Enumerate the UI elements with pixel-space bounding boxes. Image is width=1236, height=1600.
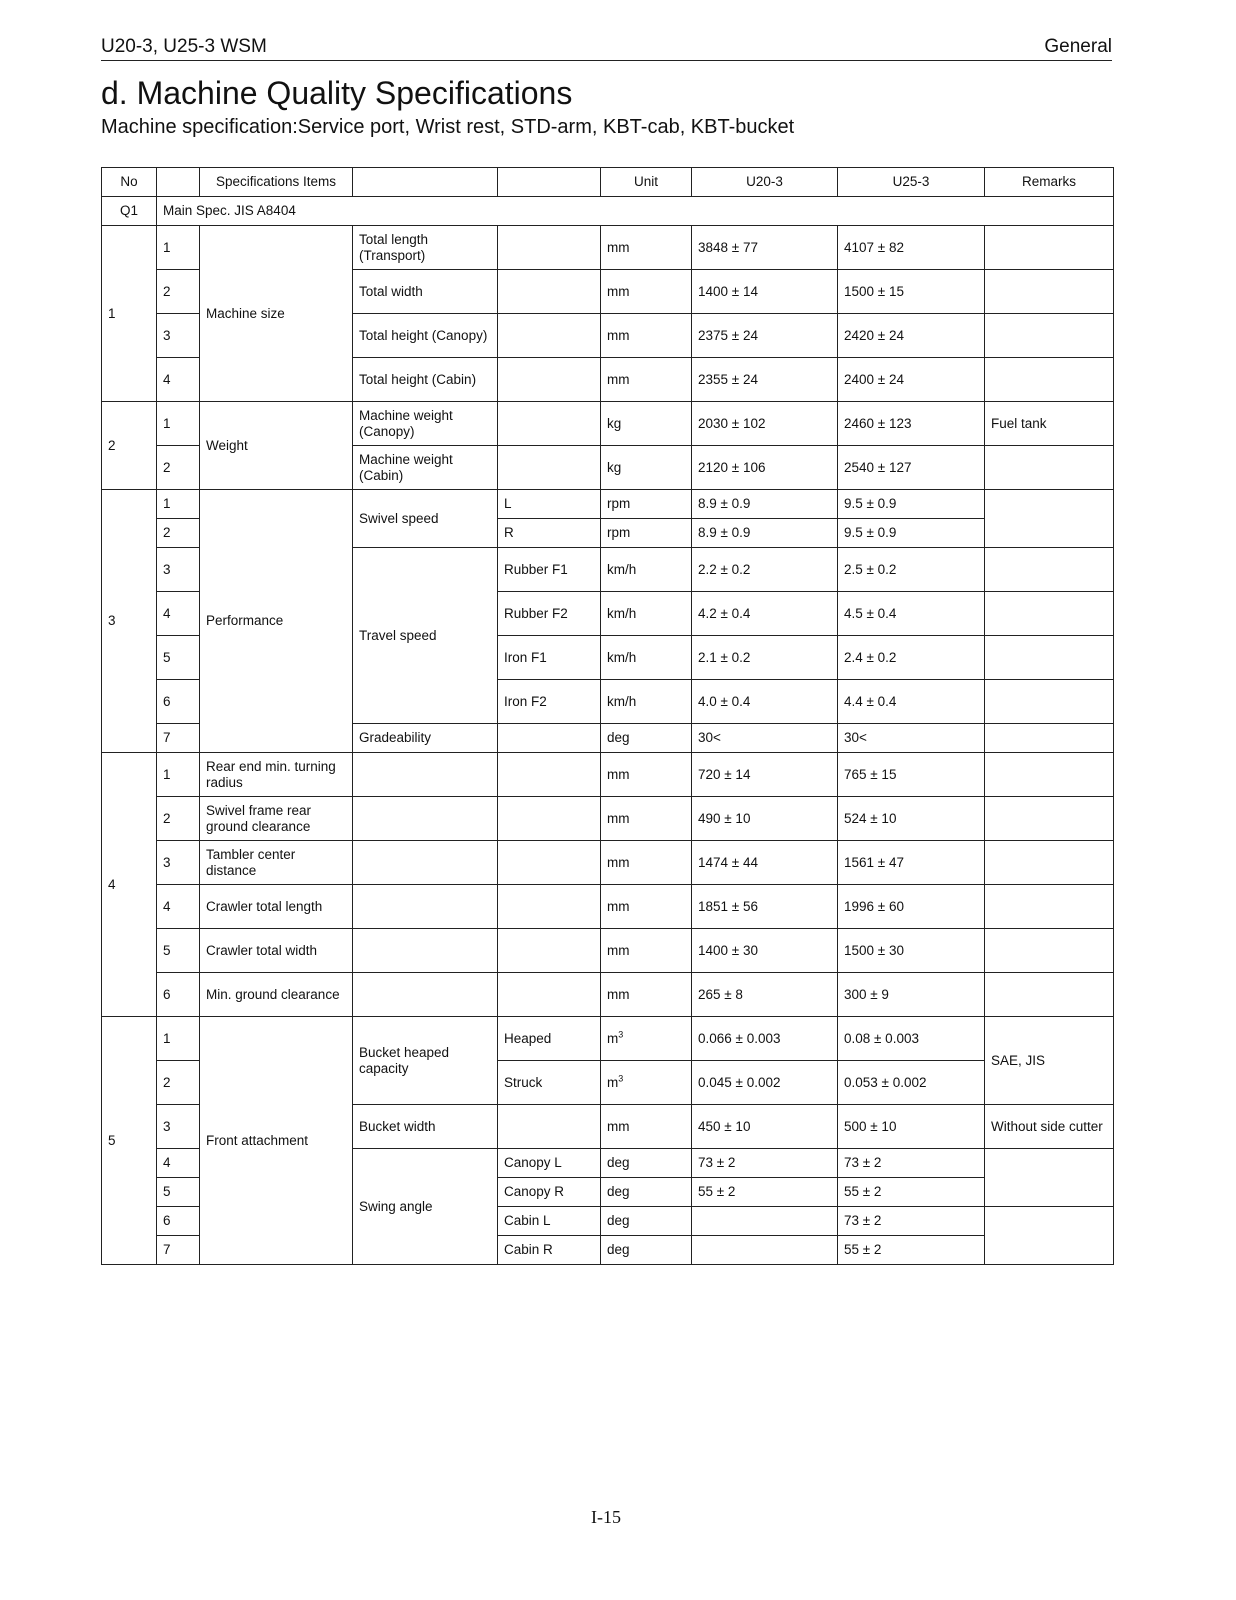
unit: kg	[601, 446, 692, 490]
detail: Canopy L	[498, 1149, 601, 1178]
sub-no: 1	[157, 226, 200, 270]
unit: $m^3$	[601, 1017, 692, 1061]
table-row	[102, 841, 1114, 885]
group-name: Weight	[200, 402, 353, 490]
u25-value: 55 ± 2	[838, 1236, 985, 1265]
sub-no: 6	[157, 680, 200, 724]
sub-no: 2	[157, 446, 200, 490]
u20-value: 2355 ± 24	[692, 358, 838, 402]
u25-value: 765 ± 15	[838, 753, 985, 797]
unit: km/h	[601, 592, 692, 636]
sub-no: 3	[157, 841, 200, 885]
u25-value: 0.08 ± 0.003	[838, 1017, 985, 1061]
header-u25: U25-3	[838, 168, 985, 197]
u20-value: 0.045 ± 0.002	[692, 1061, 838, 1105]
item-name: Swivel speed	[353, 490, 498, 548]
item-name: Travel speed	[353, 548, 498, 724]
header-no: No	[102, 168, 157, 197]
sub-no: 5	[157, 1178, 200, 1207]
item-name: Tambler center distance	[200, 841, 353, 885]
item-name: Total height (Canopy)	[353, 314, 498, 358]
u25-value: 524 ± 10	[838, 797, 985, 841]
table-row	[102, 753, 1114, 797]
unit: rpm	[601, 490, 692, 519]
item-name: Total height (Cabin)	[353, 358, 498, 402]
item-name: Total width	[353, 270, 498, 314]
sub-no: 3	[157, 1105, 200, 1149]
u25-value: 1561 ± 47	[838, 841, 985, 885]
header-u20: U20-3	[692, 168, 838, 197]
unit: rpm	[601, 519, 692, 548]
u25-value: 2400 ± 24	[838, 358, 985, 402]
detail: Heaped	[498, 1017, 601, 1061]
doc-id: U20-3, U25-3 WSM	[101, 36, 267, 57]
detail: Iron F1	[498, 636, 601, 680]
sub-no: 4	[157, 1149, 200, 1178]
u20-value: 8.9 ± 0.9	[692, 490, 838, 519]
u25-value: 2540 ± 127	[838, 446, 985, 490]
u25-value: 4.4 ± 0.4	[838, 680, 985, 724]
unit: kg	[601, 402, 692, 446]
sub-no: 3	[157, 548, 200, 592]
group-name: Front attachment	[200, 1017, 353, 1265]
unit: deg	[601, 724, 692, 753]
u20-value: 720 ± 14	[692, 753, 838, 797]
u20-value: 1474 ± 44	[692, 841, 838, 885]
unit: mm	[601, 358, 692, 402]
group-no: 4	[102, 753, 157, 1017]
u20-value: 4.0 ± 0.4	[692, 680, 838, 724]
u25-value: 2460 ± 123	[838, 402, 985, 446]
table-row	[102, 929, 1114, 973]
unit: mm	[601, 885, 692, 929]
table-row	[102, 885, 1114, 929]
table-row	[102, 973, 1114, 1017]
item-name: Bucket heaped capacity	[353, 1017, 498, 1105]
u25-value: 1500 ± 30	[838, 929, 985, 973]
u20-value	[692, 1236, 838, 1265]
group-name: Machine size	[200, 226, 353, 402]
unit: deg	[601, 1178, 692, 1207]
sub-no: 2	[157, 797, 200, 841]
unit: mm	[601, 226, 692, 270]
remarks: Fuel tank	[985, 402, 1114, 446]
u20-value: 2120 ± 106	[692, 446, 838, 490]
item-name: Machine weight (Canopy)	[353, 402, 498, 446]
item-name: Total length (Transport)	[353, 226, 498, 270]
u20-value: 4.2 ± 0.4	[692, 592, 838, 636]
header-unit: Unit	[601, 168, 692, 197]
page-subtitle: Machine specification:Service port, Wrist rest, STD-arm, KBT-cab, KBT-bucket	[101, 116, 795, 138]
header-remarks: Remarks	[985, 168, 1114, 197]
u20-value: 490 ± 10	[692, 797, 838, 841]
detail: Canopy R	[498, 1178, 601, 1207]
detail: Cabin R	[498, 1236, 601, 1265]
unit: mm	[601, 270, 692, 314]
u20-value: 73 ± 2	[692, 1149, 838, 1178]
u25-value: 9.5 ± 0.9	[838, 519, 985, 548]
unit: deg	[601, 1149, 692, 1178]
sub-no: 4	[157, 358, 200, 402]
item-name: Swivel frame rear ground clearance	[200, 797, 353, 841]
group-no: 1	[102, 226, 157, 402]
q1-row	[102, 197, 1114, 226]
sub-no: 1	[157, 490, 200, 519]
sub-no: 2	[157, 519, 200, 548]
sub-no: 3	[157, 314, 200, 358]
item-name: Rear end min. turning radius	[200, 753, 353, 797]
u25-value: 30<	[838, 724, 985, 753]
u20-value: 3848 ± 77	[692, 226, 838, 270]
unit: km/h	[601, 680, 692, 724]
detail: Cabin L	[498, 1207, 601, 1236]
header-items: Specifications Items	[200, 168, 353, 197]
sub-no: 6	[157, 973, 200, 1017]
u25-value: 500 ± 10	[838, 1105, 985, 1149]
unit: deg	[601, 1207, 692, 1236]
unit: km/h	[601, 548, 692, 592]
item-name: Crawler total length	[200, 885, 353, 929]
u20-value: 8.9 ± 0.9	[692, 519, 838, 548]
group-name: Performance	[200, 490, 353, 753]
header-rule	[101, 60, 1112, 61]
u20-value: 0.066 ± 0.003	[692, 1017, 838, 1061]
detail: R	[498, 519, 601, 548]
u25-value: 2.4 ± 0.2	[838, 636, 985, 680]
group-no: 2	[102, 402, 157, 490]
u25-value: 4107 ± 82	[838, 226, 985, 270]
table-row	[102, 226, 1114, 270]
table-row	[102, 797, 1114, 841]
u20-value: 2.2 ± 0.2	[692, 548, 838, 592]
u25-value: 73 ± 2	[838, 1149, 985, 1178]
unit: mm	[601, 929, 692, 973]
unit: mm	[601, 753, 692, 797]
sub-no: 7	[157, 724, 200, 753]
u25-value: 1500 ± 15	[838, 270, 985, 314]
table-header-row	[102, 168, 1114, 197]
u20-value: 30<	[692, 724, 838, 753]
item-name: Swing angle	[353, 1149, 498, 1265]
u20-value	[692, 1207, 838, 1236]
unit: deg	[601, 1236, 692, 1265]
u20-value: 1400 ± 30	[692, 929, 838, 973]
group-no: 3	[102, 490, 157, 753]
u25-value: 2420 ± 24	[838, 314, 985, 358]
u25-value: 55 ± 2	[838, 1178, 985, 1207]
unit: mm	[601, 314, 692, 358]
section-name: General	[1044, 36, 1112, 57]
u25-value: 73 ± 2	[838, 1207, 985, 1236]
sub-no: 4	[157, 885, 200, 929]
u20-value: 2375 ± 24	[692, 314, 838, 358]
item-name: Bucket width	[353, 1105, 498, 1149]
sub-no: 5	[157, 929, 200, 973]
sub-no: 4	[157, 592, 200, 636]
item-name: Machine weight (Cabin)	[353, 446, 498, 490]
remarks: Without side cutter	[985, 1105, 1114, 1149]
detail: Iron F2	[498, 680, 601, 724]
sub-no: 6	[157, 1207, 200, 1236]
table-row	[102, 402, 1114, 446]
item-name: Crawler total width	[200, 929, 353, 973]
group-no: 5	[102, 1017, 157, 1265]
u20-value: 1400 ± 14	[692, 270, 838, 314]
sub-no: 1	[157, 1017, 200, 1061]
table-row	[102, 1017, 1114, 1061]
unit: km/h	[601, 636, 692, 680]
u25-value: 0.053 ± 0.002	[838, 1061, 985, 1105]
u20-value: 265 ± 8	[692, 973, 838, 1017]
q1-label: Main Spec. JIS A8404	[157, 197, 1114, 226]
unit: mm	[601, 841, 692, 885]
spec-table	[101, 167, 1114, 1265]
sub-no: 7	[157, 1236, 200, 1265]
sub-no: 1	[157, 753, 200, 797]
u20-value: 2030 ± 102	[692, 402, 838, 446]
u20-value: 55 ± 2	[692, 1178, 838, 1207]
unit: $m^3$	[601, 1061, 692, 1105]
u25-value: 300 ± 9	[838, 973, 985, 1017]
u25-value: 2.5 ± 0.2	[838, 548, 985, 592]
sub-no: 2	[157, 270, 200, 314]
page-number: I-15	[591, 1507, 621, 1527]
unit: mm	[601, 973, 692, 1017]
remarks: SAE, JIS	[985, 1017, 1114, 1105]
u25-value: 9.5 ± 0.9	[838, 490, 985, 519]
unit: mm	[601, 797, 692, 841]
detail: L	[498, 490, 601, 519]
u20-value: 1851 ± 56	[692, 885, 838, 929]
item-name: Gradeability	[353, 724, 498, 753]
sub-no: 5	[157, 636, 200, 680]
table-row	[102, 490, 1114, 519]
u25-value: 4.5 ± 0.4	[838, 592, 985, 636]
page-title: d. Machine Quality Specifications	[101, 75, 573, 111]
unit: mm	[601, 1105, 692, 1149]
detail: Rubber F1	[498, 548, 601, 592]
u25-value: 1996 ± 60	[838, 885, 985, 929]
u20-value: 450 ± 10	[692, 1105, 838, 1149]
u20-value: 2.1 ± 0.2	[692, 636, 838, 680]
detail: Struck	[498, 1061, 601, 1105]
item-name: Min. ground clearance	[200, 973, 353, 1017]
sub-no: 2	[157, 1061, 200, 1105]
q1-no: Q1	[102, 197, 157, 226]
sub-no: 1	[157, 402, 200, 446]
detail: Rubber F2	[498, 592, 601, 636]
